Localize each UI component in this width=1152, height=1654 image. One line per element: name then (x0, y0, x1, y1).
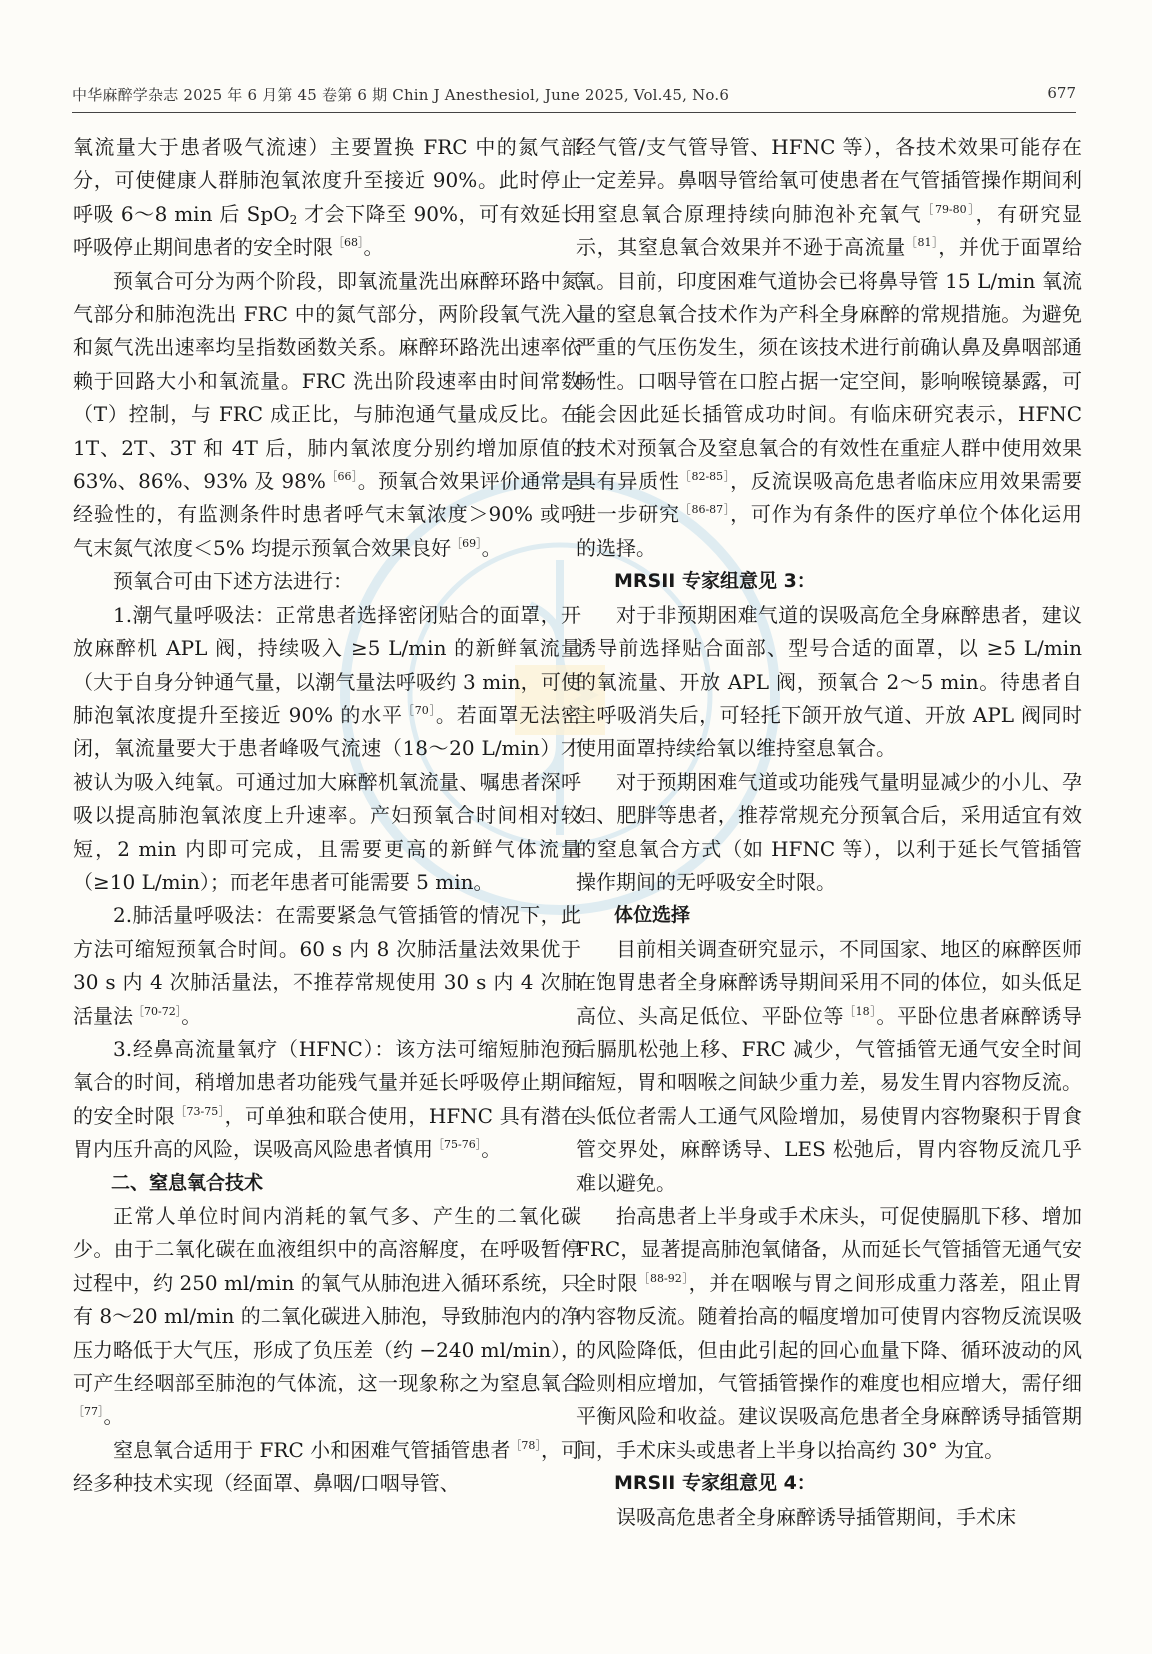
citation-ref: ［18］ (844, 1004, 877, 1018)
left-column (73, 131, 581, 1501)
page-number: 677 (1047, 84, 1076, 102)
citation-ref: ［69］ (451, 536, 482, 550)
paragraph: 3.经鼻高流量氧疗（HFNC）：该方法可缩短肺泡预氧合的时间，稍增加患者功能残气量并延长呼吸停止期间的安全时限$^{[73-75]}$，可单独和联合使用，HFNC 具有潜在胃内压升高的风险，误吸高风险患者慎用$^{[75-76]}$。 (73, 1036, 582, 1162)
paragraph: 抬高患者上半身或手术床头，可促使膈肌下移、增加 FRC，显著提高肺泡氧储备，从而延长气管插管无通气安全时限$^{[88-92]}$，并在咽喉与胃之间形成重力落差，阻止胃内容物反流。随着抬高的幅度增加可使胃内容物反流误吸的风险降低，但由此引起的回心血量下降、循环波动的风险则相应增加，气管插管操作的难度也相应增大，需仔细平衡风险和收益。建议误吸高危患者全身麻醉诱导插管期间，手术床头或患者上半身以抬高约 30° 为宜。 (576, 1204, 1083, 1462)
right-column (576, 131, 1082, 1534)
citation-ref: ［73-75］ (175, 1104, 225, 1118)
paragraph: 误吸高危患者全身麻醉诱导插管期间，手术床 (616, 1504, 1016, 1529)
expert-opinion-heading: MRSII 专家组意见 3： (614, 570, 816, 593)
paragraph: 经气管/支气管导管、HFNC 等），各技术效果可能存在一定差异。鼻咽导管给氧可使患者在气管插管操作期间利用窒息氧合原理持续向肺泡补充氧气$^{[79-80]}$，有研究显示，其窒息氧合效果并不逊于高流量$^{[81]}$，并优于面罩给氧。目前，印度困难气道协会已将鼻导管 15 L/min 氧流量的窒息氧合技术作为产科全身麻醉的常规措施。为避免严重的气压伤发生，须在该技术进行前确认鼻及鼻咽部通畅性。口咽导管在口腔占据一定空间，影响喉镜暴露，可能会因此延长插管成功时间。有临床研究表示，HFNC 技术对预氧合及窒息氧合的有效性在重症人群中使用效果具有异质性$^{[82-85]}$，反流误吸高危患者临床应用效果需要进一步研究$^{[86-87]}$，可作为有条件的医疗单位个体化运用的选择。 (576, 135, 1083, 560)
paragraph: 正常人单位时间内消耗的氧气多、产生的二氧化碳少。由于二氧化碳在血液组织中的高溶解度，在呼吸暂停过程中，约 250 ml/min 的氧气从肺泡进入循环系统，只有 8～20 ml/min 的二氧化碳进入肺泡，导致肺泡内的净压力略低于大气压，形成了负压差（约 −240 ml/min），可产生经咽部至肺泡的气体流，这一现象称之为窒息氧合$^{[77]}$。 (73, 1204, 581, 1429)
section-heading: 二、窒息氧合技术 (111, 1171, 264, 1194)
citation-ref: ［66］ (325, 470, 358, 484)
header-rule (72, 112, 1076, 113)
paragraph: 预氧合可分为两个阶段，即氧流量洗出麻醉环路中氮气部分和肺泡洗出 FRC 中的氮气部分，两阶段氧气洗入和氮气洗出速率均呈指数函数关系。麻醉环路洗出速率依赖于回路大小和氧流量。FRC 洗出阶段速率由时间常数（T）控制，与 FRC 成正比，与肺泡通气量成反比。在 1T、2T、3T 和 4T 后，肺内氧浓度分别约增加原值的 63%、86%、93% 及 98%$^{[66]}$。预氧合效果评价通常是经验性的，有监测条件时患者呼气末氧浓度＞90% 或呼气末氮气浓度＜5% 均提示预氧合效果良好$^{[69]}$。 (73, 268, 582, 560)
running-head (72, 78, 1076, 108)
citation-ref: ［86-87］ (679, 503, 731, 517)
paragraph: 1.潮气量呼吸法：正常患者选择密闭贴合的面罩，开放麻醉机 APL 阀，持续吸入 ≥5 L/min 的新鲜氧流量（大于自身分钟通气量，以潮气量法呼吸约 3 min，可使肺泡氧浓度提升至接近 90% 的水平$^{[70]}$。若面罩无法密闭，氧流量要大于患者峰吸气流速（18～20 L/min）才被认为吸入纯氧。可通过加大麻醉机氧流量、嘱患者深呼吸以提高肺泡氧浓度上升速率。产妇预氧合时间相对较短，2 min 内即可完成，且需要更高的新鲜气体流量（≥10 L/min）；而老年患者可能需要 5 min。 (73, 602, 582, 894)
paragraph: 2.肺活量呼吸法：在需要紧急气管插管的情况下，此方法可缩短预氧合时间。60 s 内 8 次肺活量法效果优于 30 s 内 4 次肺活量法，不推荐常规使用 30 s 内 4 次肺活量法$^{[70-72]}$。 (73, 903, 581, 1028)
paragraph: 目前相关调查研究显示，不同国家、地区的麻醉医师在饱胃患者全身麻醉诱导期间采用不同的体位，如头低足高位、头高足低位、平卧位等$^{[18]}$。平卧位患者麻醉诱导后膈肌松弛上移、FRC 减少，气管插管无通气安全时间缩短，胃和咽喉之间缺少重力差，易发生胃内容物反流。头低位者需人工通气风险增加，易使胃内容物聚积于胃食管交界处，麻醉诱导、LES 松弛后，胃内容物反流几乎难以避免。 (576, 936, 1083, 1195)
citation-ref: ［70-72］ (133, 1004, 182, 1018)
section-heading: 体位选择 (614, 904, 691, 927)
citation-ref: ［81］ (905, 236, 939, 250)
expert-opinion-heading: MRSII 专家组意见 4： (614, 1472, 816, 1495)
citation-ref: ［78］ (510, 1438, 541, 1452)
citation-ref: ［88-92］ (638, 1271, 689, 1285)
citation-ref: ［77］ (73, 1405, 104, 1419)
paragraph: 预氧合可由下述方法进行： (113, 569, 353, 594)
journal-citation: 中华麻醉学杂志 2025 年 6 月第 45 卷第 6 期 Chin J Anesthesiol, June 2025, Vol.45, No.6 (72, 86, 730, 104)
citation-ref: ［79-80］ (922, 202, 976, 216)
paragraph: 氧流量大于患者吸气流速）主要置换 FRC 中的氮气部分，可使健康人群肺泡氧浓度升至接近 90%。此时停止呼吸 6～8 min 后 SpO$_2$ 才会下降至 90%，可有效延长呼吸停止期间患者的安全时限$^{[68]}$。 (73, 135, 581, 260)
paragraph: 对于预期困难气道或功能残气量明显减少的小儿、孕妇、肥胖等患者，推荐常规充分预氧合后，采用适宜有效的窒息氧合方式（如 HFNC 等），以利于延长气管插管操作期间的无呼吸安全时限。 (576, 769, 1082, 894)
citation-ref: ［70］ (402, 703, 436, 717)
citation-ref: ［82-85］ (679, 470, 731, 484)
paragraph: 对于非预期困难气道的误吸高危全身麻醉患者，建议诱导前选择贴合面部、型号合适的面罩，以 ≥5 L/min 的氧流量、开放 APL 阀，预氧合 2～5 min。待患者自主呼吸消失后，可轻托下颌开放气道、开放 APL 阀同时使用面罩持续给氧以维持窒息氧合。 (576, 602, 1082, 761)
paragraph: 窒息氧合适用于 FRC 小和困难气管插管患者$^{[78]}$，可经多种技术实现（经面罩、鼻咽/口咽导管、 (73, 1437, 582, 1496)
citation-ref: ［68］ (333, 236, 364, 250)
citation-ref: ［75-76］ (433, 1138, 482, 1152)
